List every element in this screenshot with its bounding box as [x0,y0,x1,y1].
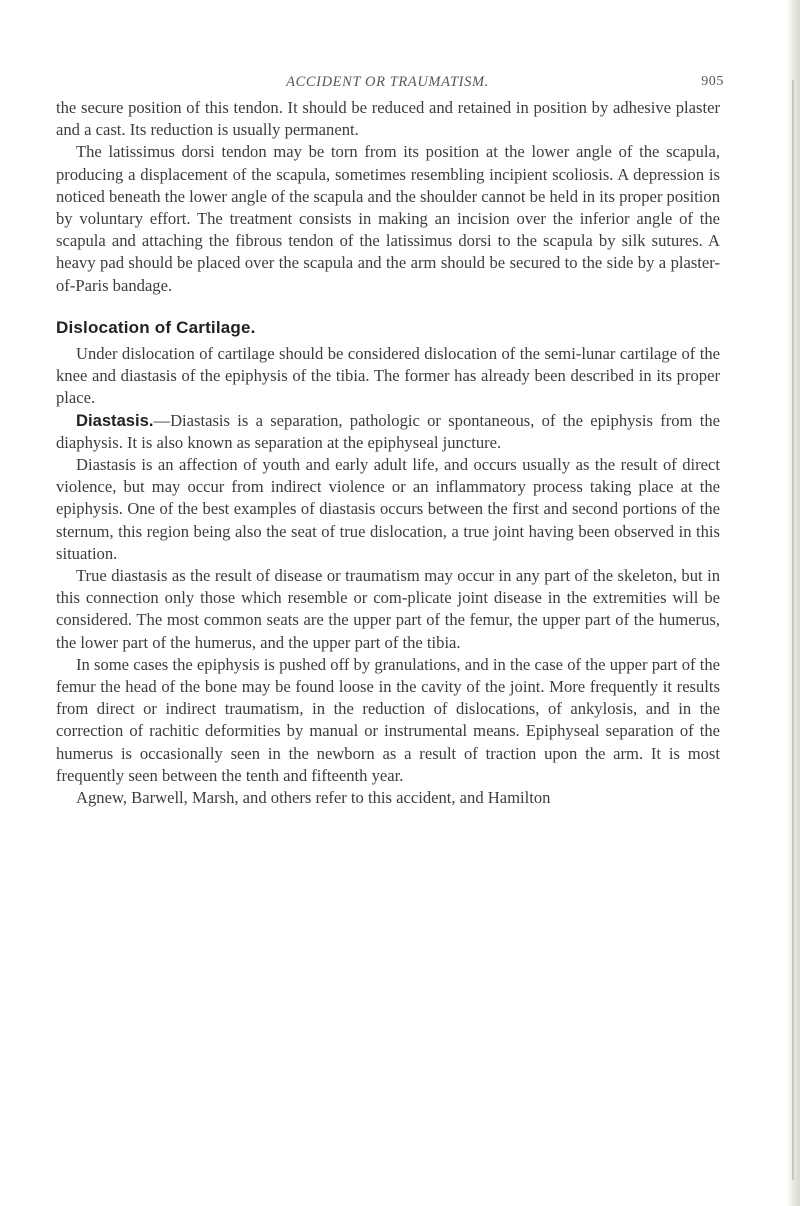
page-number: 905 [701,74,724,89]
run-in-heading: Diastasis. [76,410,154,430]
page-header [55,74,724,98]
running-head: ACCIDENT OR TRAUMATISM. [286,74,489,90]
paragraph-text: —Diastasis is a separation, pathologic or spontaneous, of the epiphysis from the diaphysis. It is also known as separation at the epiphyseal juncture. [56,410,720,452]
section-heading: Dislocation of Cartilage. [56,317,256,337]
paragraph: Diastasis is an affection of youth and early adult life, and occurs usually as the result of direct violence, but may occur from indirect violence or an inflammatory process taking place at the epiphysis. One of the best examples of diastasis occurs between the first and second portions of the sternum, this region being also the seat of true dislocation, a true joint having been observed in this situation. [56,455,720,563]
body-text [56,97,720,809]
page-edge-line [792,80,794,1180]
paragraph: True diastasis as the result of disease or traumatism may occur in any part of the skeleton, but in this connection only those which resemble or com-plicate joint disease in the extremities will be considered. The most common seats are the upper part of the femur, the upper part of the humerus, the lower part of the humerus, and the upper part of the tibia. [56,566,720,652]
paragraph: the secure position of this tendon. It should be reduced and retained in position by adhesive plaster and a cast. Its reduction is usually permanent. [56,98,720,140]
paragraph: Agnew, Barwell, Marsh, and others refer to this accident, and Hamilton [76,788,551,808]
paragraph-diastasis [56,410,720,454]
paragraph: The latissimus dorsi tendon may be torn from its position at the lower angle of the scapula, producing a displacement of the scapula, sometimes resembling incipient scoliosis. A depression is noticed beneath the lower angle of the scapula and the shoulder cannot be held in its proper position by voluntary effort. The treatment consists in making an incision over the inferior angle of the scapula and attaching the fibrous tendon of the latissimus dorsi to the scapula by silk sutures. A heavy pad should be placed over the scapula and the arm should be secured to the side by a plaster-of-Paris bandage. [56,142,721,295]
paragraph: Under dislocation of cartilage should be considered dislocation of the semi-lunar cartilage of the knee and diastasis of the epiphysis of the tibia. The former has already been described in its proper place. [56,344,720,408]
paragraph: In some cases the epiphysis is pushed off by granulations, and in the case of the upper part of the femur the head of the bone may be found loose in the cavity of the joint. More frequently it results from direct or indirect traumatism, in the reduction of dislocations, of ankylosis, and in the correction of rachitic deformities by manual or instrumental means. Epiphyseal separation of the humerus is occasionally seen in the newborn as a result of traction upon the arm. It is most frequently seen between the tenth and fifteenth year. [56,654,720,785]
